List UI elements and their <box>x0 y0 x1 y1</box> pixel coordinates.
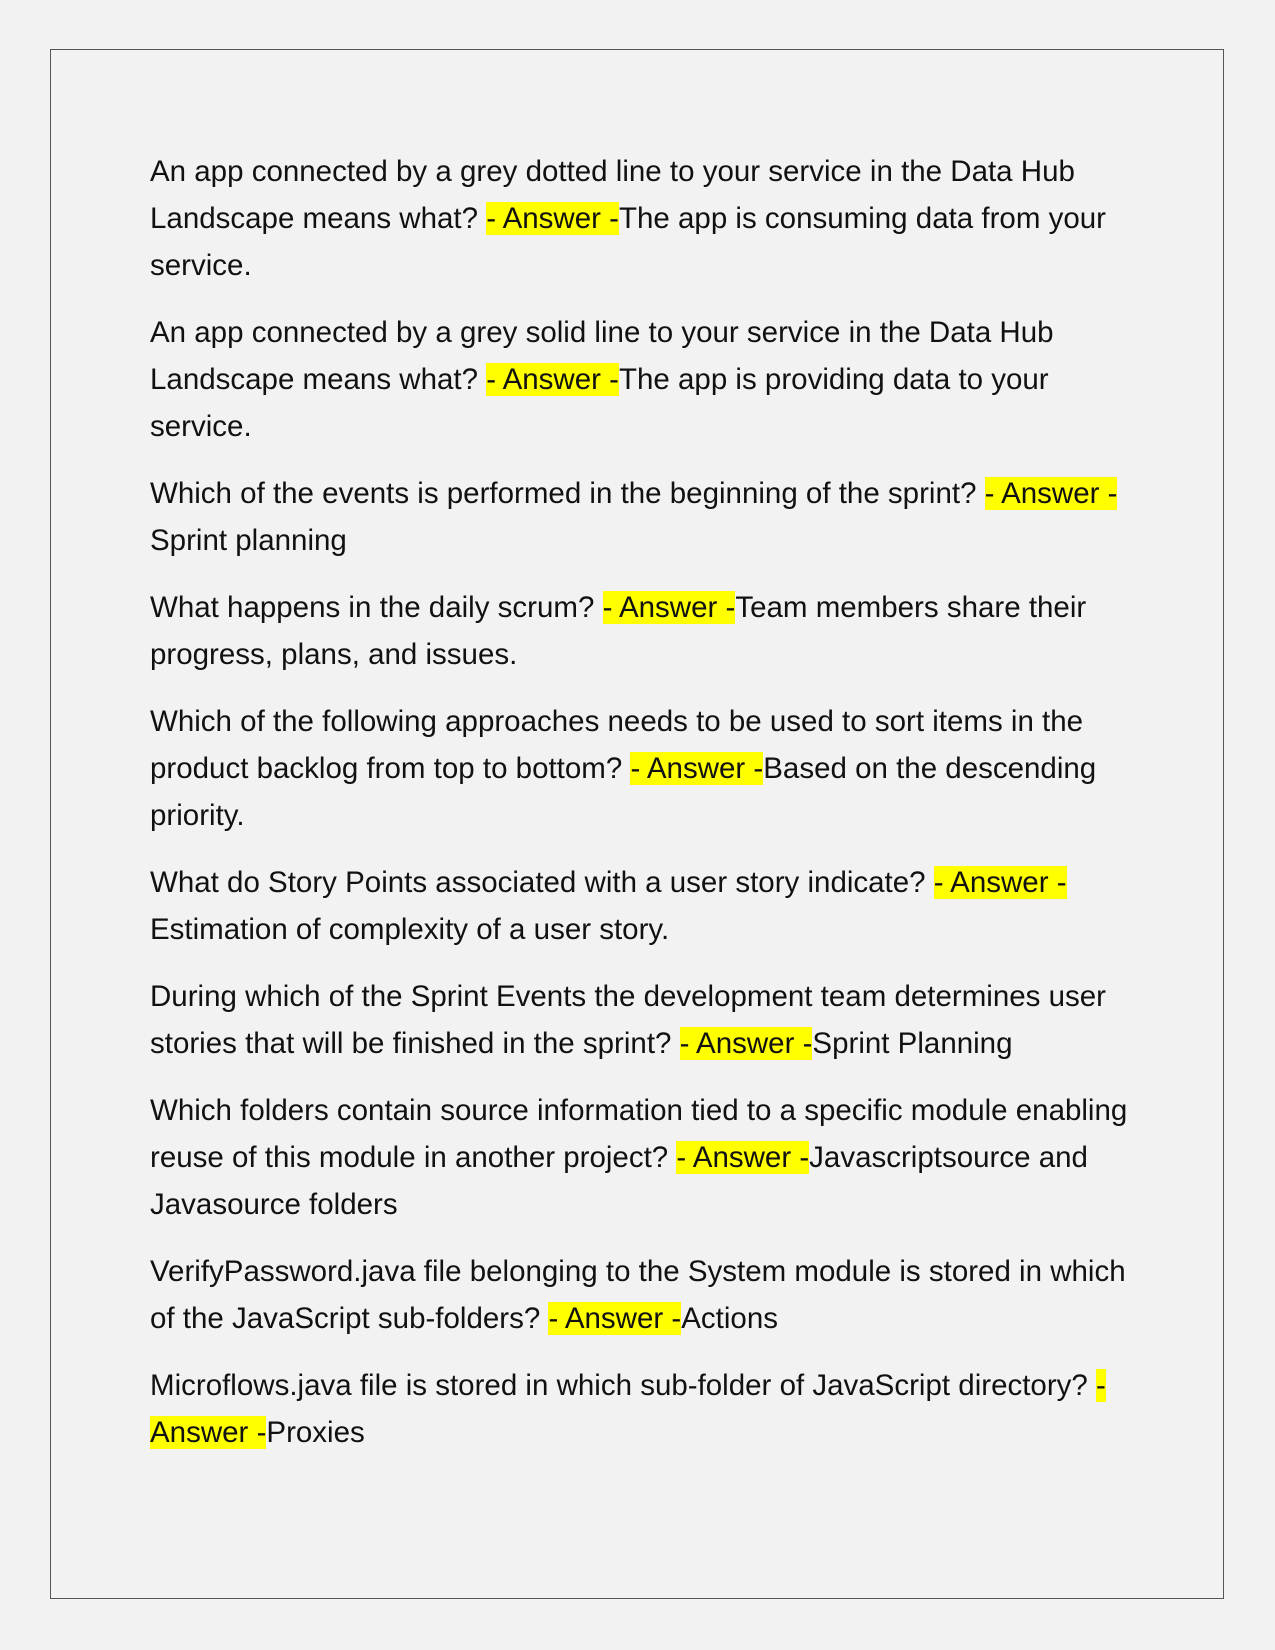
answer-marker: - Answer - <box>486 363 619 396</box>
question-text: VerifyPassword.java file belonging to the System module is stored in which of the JavaScript sub-folders? <box>150 1255 1126 1335</box>
answer-marker: - Answer - <box>679 1027 813 1060</box>
question-text: Which of the following approaches needs to be used to sort items in the product backlog from top to bottom? <box>150 705 1084 785</box>
answer-marker: - Answer - <box>933 866 1067 899</box>
question-text: Microflows.java file is stored in which sub-folder of JavaScript directory? <box>150 1369 1097 1402</box>
qa-item <box>150 698 1135 839</box>
answer-text: Proxies <box>266 1416 365 1449</box>
qa-item <box>150 1362 1135 1456</box>
qa-item <box>150 309 1135 450</box>
qa-item <box>150 584 1135 678</box>
qa-item <box>150 470 1135 564</box>
qa-item <box>150 973 1135 1067</box>
answer-text: Javascriptsource and Javasource folders <box>150 1141 1088 1221</box>
question-text: Which folders contain source information tied to a specific module enabling reuse of this module in another project? <box>150 1094 1128 1174</box>
answer-marker: - Answer - <box>486 202 619 235</box>
answer-marker: - Answer - <box>630 752 764 785</box>
question-text: Which of the events is performed in the beginning of the sprint? <box>150 477 985 510</box>
answer-marker: - Answer - <box>150 1369 1106 1449</box>
question-text: During which of the Sprint Events the development team determines user stories that will be finished in the sprint? <box>150 980 1106 1060</box>
qa-item <box>150 859 1135 953</box>
answer-marker: - Answer - <box>548 1302 682 1335</box>
question-text: What happens in the daily scrum? <box>150 591 603 624</box>
answer-marker: - Answer - <box>676 1141 810 1174</box>
qa-item <box>150 1248 1135 1342</box>
answer-text: Sprint Planning <box>812 1027 1013 1060</box>
answer-text: Estimation of complexity of a user story. <box>150 913 670 946</box>
answer-text: The app is providing data to your service. <box>150 363 1049 443</box>
answer-text: The app is consuming data from your service. <box>150 202 1106 282</box>
qa-item <box>150 148 1135 289</box>
question-text: An app connected by a grey dotted line to your service in the Data Hub Landscape means what? <box>150 155 1075 235</box>
qa-list <box>150 148 1135 1476</box>
qa-item <box>150 1087 1135 1228</box>
answer-text: Based on the descending priority. <box>150 752 1097 832</box>
question-text: What do Story Points associated with a user story indicate? <box>150 866 934 899</box>
answer-text: Sprint planning <box>150 524 347 557</box>
answer-text: Actions <box>681 1302 778 1335</box>
answer-marker: - Answer - <box>984 477 1118 510</box>
question-text: An app connected by a grey solid line to your service in the Data Hub Landscape means what? <box>150 316 1054 396</box>
answer-text: Team members share their progress, plans, and issues. <box>150 591 1087 671</box>
answer-marker: - Answer - <box>602 591 736 624</box>
